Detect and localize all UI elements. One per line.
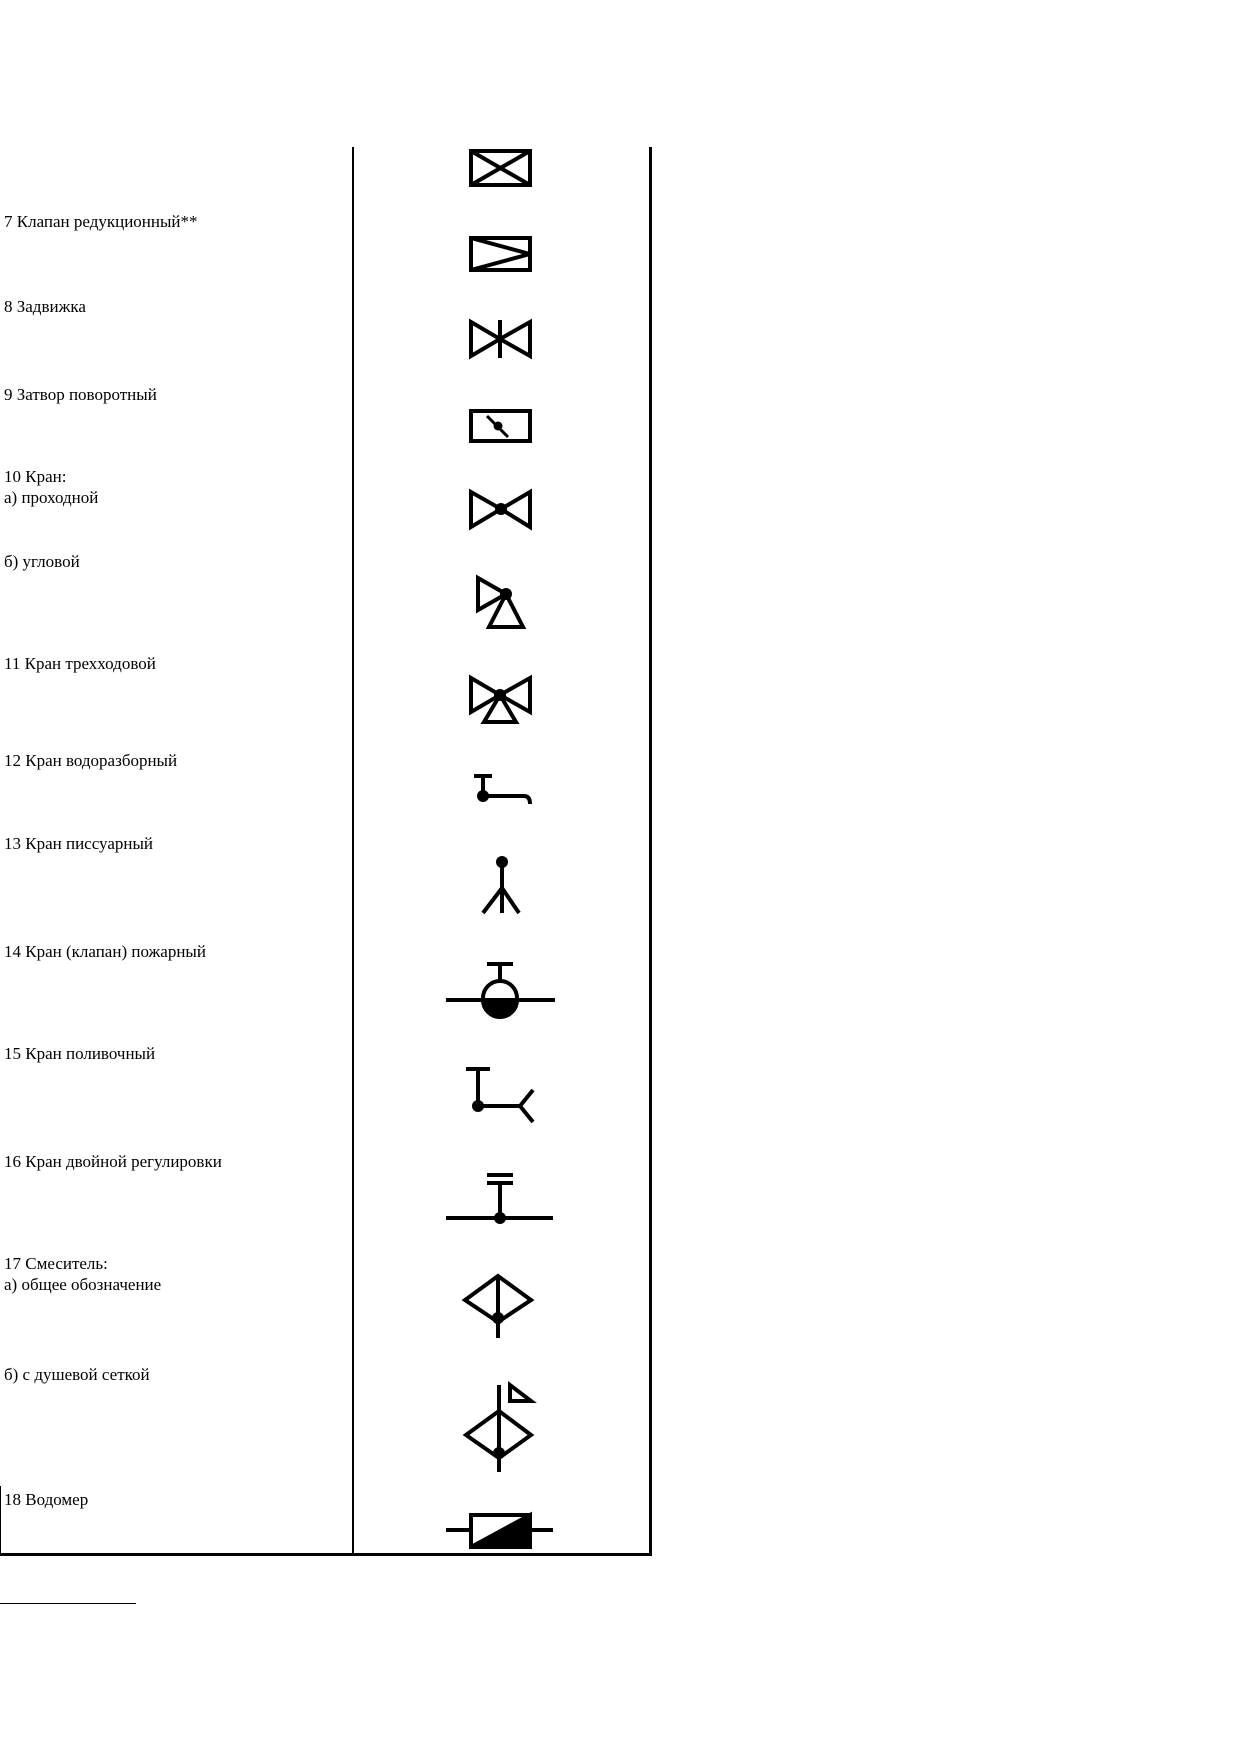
- row-label-7: 7 Клапан редукционный**: [4, 212, 198, 231]
- valve-box-icon: [471, 151, 530, 185]
- row-label-12: 12 Кран водоразборный: [4, 751, 178, 770]
- row-label-13: 13 Кран писсуарный: [4, 834, 153, 853]
- fire-valve-icon: [446, 964, 555, 1017]
- row-label-10a: а) проходной: [4, 488, 99, 507]
- row-label-17: 17 Смеситель:: [4, 1254, 108, 1273]
- row-label-10b: б) угловой: [4, 552, 80, 571]
- row-label-16: 16 Кран двойной регулировки: [4, 1152, 222, 1171]
- water-meter-icon: [446, 1515, 553, 1547]
- row-label-10: 10 Кран:: [4, 467, 67, 486]
- straight-cock-icon: [471, 492, 530, 527]
- double-regulation-tap-icon: [446, 1175, 553, 1224]
- angle-cock-icon: [478, 578, 523, 627]
- row-label-15: 15 Кран поливочный: [4, 1044, 156, 1063]
- shower-mixer-icon: [466, 1385, 531, 1472]
- watering-tap-icon: [466, 1069, 533, 1122]
- three-way-cock-icon: [471, 678, 530, 722]
- gate-valve-icon: [471, 320, 530, 358]
- row-label-11: 11 Кран трехходовой: [4, 654, 156, 673]
- urinal-tap-icon: [483, 856, 519, 913]
- mixer-icon: [465, 1276, 531, 1338]
- water-tap-icon: [474, 776, 530, 804]
- row-label-9: 9 Затвор поворотный: [4, 385, 157, 404]
- footnote-separator: [0, 1603, 136, 1604]
- row-label-17a: а) общее обозначение: [4, 1275, 162, 1294]
- reducing-valve-icon: [471, 238, 530, 270]
- row-label-8: 8 Задвижка: [4, 297, 86, 316]
- row-label-18: 18 Водомер: [4, 1490, 89, 1509]
- row-label-17b: б) с душевой сеткой: [4, 1365, 150, 1384]
- row-label-14: 14 Кран (клапан) пожарный: [4, 942, 206, 961]
- butterfly-valve-icon: [471, 411, 530, 441]
